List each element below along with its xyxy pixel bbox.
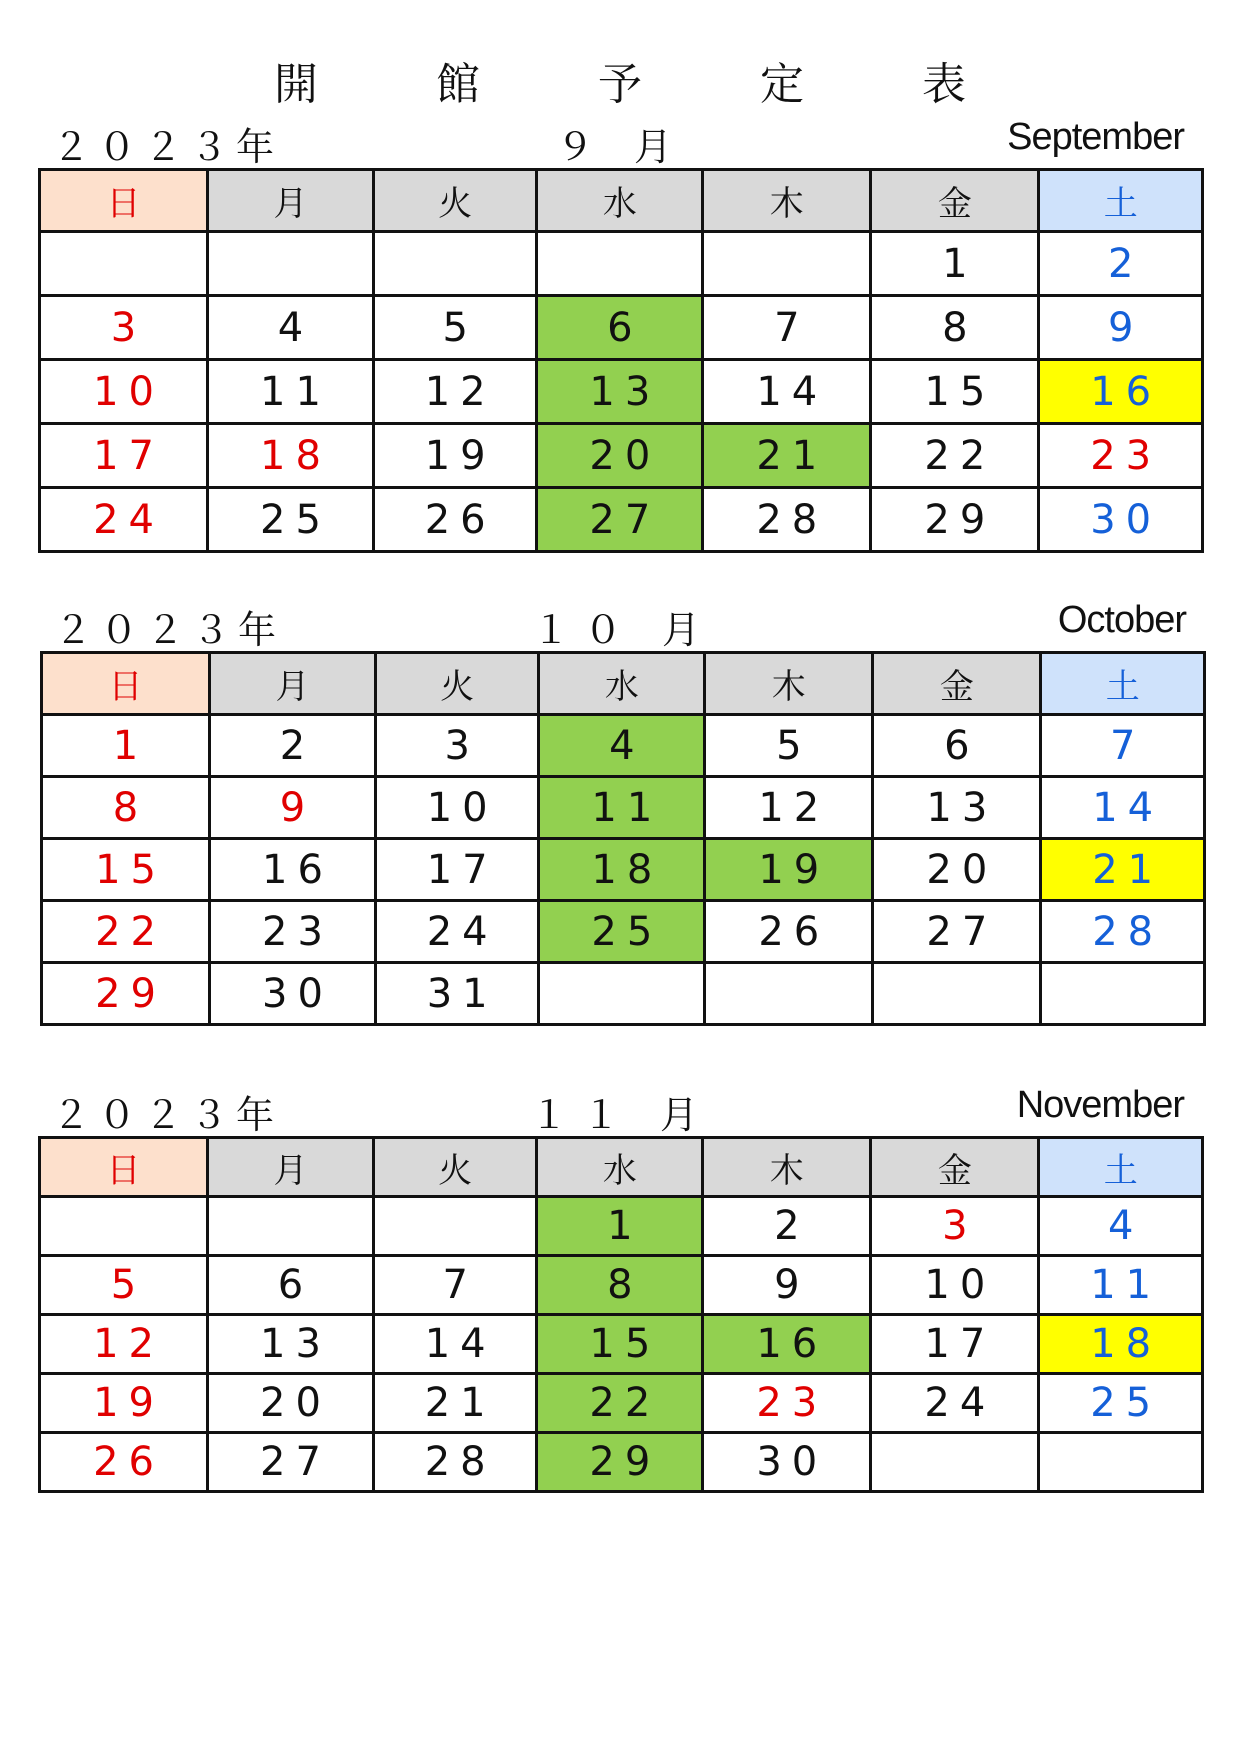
day-cell: 4 xyxy=(1039,1197,1203,1256)
day-cell: 11 xyxy=(539,777,705,839)
day-cell: 16 xyxy=(1039,360,1203,424)
day-cell: 15 xyxy=(871,360,1039,424)
weekday-header: 木 xyxy=(703,170,871,232)
year-label: ２０２３年 xyxy=(52,125,283,169)
day-cell: 17 xyxy=(40,424,208,488)
month-label: １０ 月 xyxy=(531,608,715,652)
month-header xyxy=(38,1078,1204,1136)
day-cell: 9 xyxy=(1039,296,1203,360)
week-row xyxy=(40,1374,1203,1433)
day-cell: 28 xyxy=(373,1433,537,1492)
day-cell: 5 xyxy=(373,296,537,360)
page-title: 開 館 予 定 表 xyxy=(274,59,1018,110)
week-row xyxy=(40,232,1203,296)
week-row xyxy=(40,1433,1203,1492)
day-cell: 6 xyxy=(208,1256,374,1315)
week-row xyxy=(40,488,1203,552)
day-cell: 12 xyxy=(40,1315,208,1374)
day-cell: 11 xyxy=(208,360,374,424)
weekday-header: 土 xyxy=(1039,170,1203,232)
day-cell: 16 xyxy=(703,1315,871,1374)
weekday-header: 水 xyxy=(537,1138,703,1197)
empty-day-cell xyxy=(703,232,871,296)
weekday-header: 土 xyxy=(1041,653,1205,715)
day-cell: 21 xyxy=(373,1374,537,1433)
week-row xyxy=(42,963,1205,1025)
day-cell: 19 xyxy=(40,1374,208,1433)
day-cell: 29 xyxy=(42,963,210,1025)
day-cell: 27 xyxy=(208,1433,374,1492)
day-cell: 3 xyxy=(375,715,539,777)
month-english-label: October xyxy=(1057,599,1186,641)
weekday-header: 日 xyxy=(42,653,210,715)
empty-day-cell xyxy=(40,1197,208,1256)
day-cell: 19 xyxy=(373,424,537,488)
empty-day-cell xyxy=(373,232,537,296)
day-cell: 18 xyxy=(208,424,374,488)
day-cell: 2 xyxy=(703,1197,871,1256)
weekday-header: 木 xyxy=(703,1138,871,1197)
weekday-header: 日 xyxy=(40,170,208,232)
day-cell: 8 xyxy=(537,1256,703,1315)
day-cell: 3 xyxy=(40,296,208,360)
day-cell: 15 xyxy=(537,1315,703,1374)
day-cell: 22 xyxy=(871,424,1039,488)
day-cell: 7 xyxy=(373,1256,537,1315)
weekday-header: 金 xyxy=(873,653,1041,715)
day-cell: 25 xyxy=(1039,1374,1203,1433)
day-cell: 30 xyxy=(1039,488,1203,552)
day-cell: 24 xyxy=(375,901,539,963)
empty-day-cell xyxy=(208,1197,374,1256)
day-cell: 26 xyxy=(40,1433,208,1492)
day-cell: 5 xyxy=(705,715,873,777)
day-cell: 17 xyxy=(871,1315,1039,1374)
week-row xyxy=(40,1256,1203,1315)
day-cell: 9 xyxy=(210,777,376,839)
empty-day-cell xyxy=(1039,1433,1203,1492)
day-cell: 1 xyxy=(537,1197,703,1256)
weekday-header: 水 xyxy=(537,170,703,232)
month-label: １１ 月 xyxy=(529,1093,713,1137)
calendar-table xyxy=(38,1136,1204,1493)
weekday-header-row xyxy=(40,170,1203,232)
month-calendar-october xyxy=(40,593,1206,1026)
month-label: ９ 月 xyxy=(555,125,687,169)
month-header xyxy=(38,110,1204,168)
calendar-table xyxy=(38,168,1204,553)
day-cell: 30 xyxy=(210,963,376,1025)
week-row xyxy=(42,715,1205,777)
day-cell: 3 xyxy=(871,1197,1039,1256)
day-cell: 13 xyxy=(208,1315,374,1374)
day-cell: 5 xyxy=(40,1256,208,1315)
week-row xyxy=(40,1315,1203,1374)
week-row xyxy=(40,424,1203,488)
day-cell: 10 xyxy=(375,777,539,839)
empty-day-cell xyxy=(537,232,703,296)
weekday-header-row xyxy=(42,653,1205,715)
empty-day-cell xyxy=(539,963,705,1025)
weekday-header: 金 xyxy=(871,1138,1039,1197)
day-cell: 7 xyxy=(703,296,871,360)
day-cell: 26 xyxy=(373,488,537,552)
calendar-table xyxy=(40,651,1206,1026)
day-cell: 18 xyxy=(1039,1315,1203,1374)
weekday-header: 月 xyxy=(210,653,376,715)
day-cell: 21 xyxy=(703,424,871,488)
empty-day-cell xyxy=(208,232,374,296)
day-cell: 7 xyxy=(1041,715,1205,777)
empty-day-cell xyxy=(1041,963,1205,1025)
weekday-header: 日 xyxy=(40,1138,208,1197)
day-cell: 20 xyxy=(537,424,703,488)
weekday-header: 月 xyxy=(208,1138,374,1197)
week-row xyxy=(40,1197,1203,1256)
year-label: ２０２３年 xyxy=(54,608,285,652)
day-cell: 14 xyxy=(373,1315,537,1374)
day-cell: 27 xyxy=(537,488,703,552)
weekday-header: 月 xyxy=(208,170,374,232)
year-label: ２０２３年 xyxy=(52,1093,283,1137)
day-cell: 22 xyxy=(537,1374,703,1433)
day-cell: 23 xyxy=(210,901,376,963)
day-cell: 20 xyxy=(208,1374,374,1433)
day-cell: 9 xyxy=(703,1256,871,1315)
week-row xyxy=(42,777,1205,839)
day-cell: 18 xyxy=(539,839,705,901)
weekday-header: 木 xyxy=(705,653,873,715)
day-cell: 1 xyxy=(42,715,210,777)
day-cell: 4 xyxy=(539,715,705,777)
weekday-header: 火 xyxy=(375,653,539,715)
day-cell: 28 xyxy=(703,488,871,552)
day-cell: 14 xyxy=(1041,777,1205,839)
month-english-label: November xyxy=(1016,1084,1184,1126)
empty-day-cell xyxy=(871,1433,1039,1492)
empty-day-cell xyxy=(373,1197,537,1256)
empty-day-cell xyxy=(873,963,1041,1025)
day-cell: 6 xyxy=(873,715,1041,777)
day-cell: 29 xyxy=(537,1433,703,1492)
day-cell: 19 xyxy=(705,839,873,901)
day-cell: 16 xyxy=(210,839,376,901)
day-cell: 11 xyxy=(1039,1256,1203,1315)
day-cell: 6 xyxy=(537,296,703,360)
day-cell: 29 xyxy=(871,488,1039,552)
empty-day-cell xyxy=(705,963,873,1025)
empty-day-cell xyxy=(40,232,208,296)
day-cell: 28 xyxy=(1041,901,1205,963)
day-cell: 14 xyxy=(703,360,871,424)
week-row xyxy=(42,839,1205,901)
weekday-header: 金 xyxy=(871,170,1039,232)
day-cell: 25 xyxy=(539,901,705,963)
weekday-header-row xyxy=(40,1138,1203,1197)
weekday-header: 火 xyxy=(373,170,537,232)
day-cell: 13 xyxy=(537,360,703,424)
day-cell: 23 xyxy=(703,1374,871,1433)
day-cell: 27 xyxy=(873,901,1041,963)
weekday-header: 火 xyxy=(373,1138,537,1197)
day-cell: 13 xyxy=(873,777,1041,839)
month-calendar-september xyxy=(38,110,1204,553)
weekday-header: 土 xyxy=(1039,1138,1203,1197)
month-header xyxy=(40,593,1206,651)
day-cell: 2 xyxy=(210,715,376,777)
day-cell: 12 xyxy=(373,360,537,424)
day-cell: 2 xyxy=(1039,232,1203,296)
week-row xyxy=(42,901,1205,963)
month-english-label: September xyxy=(1007,116,1184,158)
day-cell: 12 xyxy=(705,777,873,839)
day-cell: 10 xyxy=(871,1256,1039,1315)
day-cell: 21 xyxy=(1041,839,1205,901)
day-cell: 4 xyxy=(208,296,374,360)
day-cell: 25 xyxy=(208,488,374,552)
day-cell: 22 xyxy=(42,901,210,963)
week-row xyxy=(40,296,1203,360)
day-cell: 24 xyxy=(40,488,208,552)
day-cell: 10 xyxy=(40,360,208,424)
day-cell: 30 xyxy=(703,1433,871,1492)
day-cell: 1 xyxy=(871,232,1039,296)
day-cell: 17 xyxy=(375,839,539,901)
day-cell: 24 xyxy=(871,1374,1039,1433)
month-calendar-november xyxy=(38,1078,1204,1493)
day-cell: 26 xyxy=(705,901,873,963)
day-cell: 8 xyxy=(42,777,210,839)
day-cell: 23 xyxy=(1039,424,1203,488)
day-cell: 15 xyxy=(42,839,210,901)
week-row xyxy=(40,360,1203,424)
day-cell: 31 xyxy=(375,963,539,1025)
weekday-header: 水 xyxy=(539,653,705,715)
day-cell: 8 xyxy=(871,296,1039,360)
day-cell: 20 xyxy=(873,839,1041,901)
